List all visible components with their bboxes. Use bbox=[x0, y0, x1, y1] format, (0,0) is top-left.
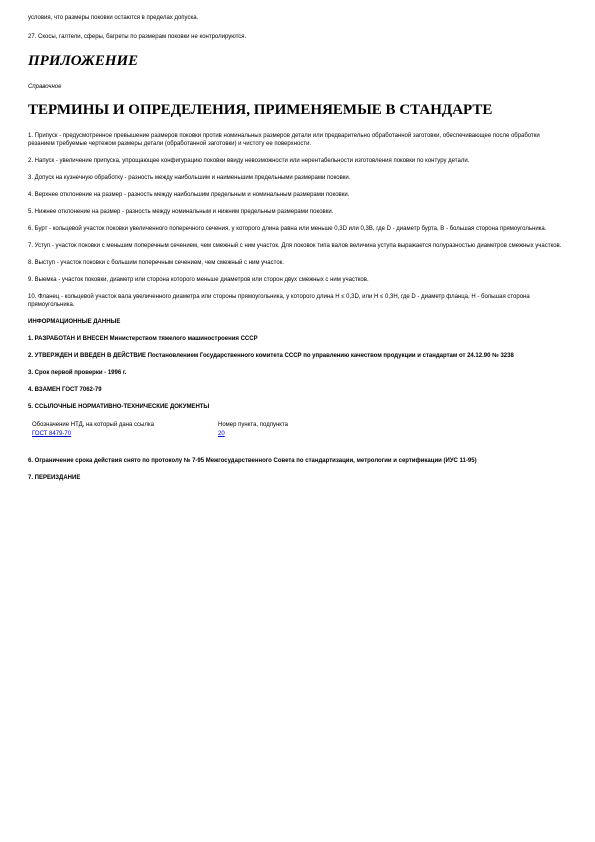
info-item: 3. Срок первой проверки - 1996 г. bbox=[28, 370, 127, 376]
term-item: 8. Выступ - участок поковки с большим поперечным сечением, чем смежный с ним участок. bbox=[28, 260, 284, 266]
table-header-row bbox=[32, 421, 288, 430]
info-item: 5. ССЫЛОЧНЫЕ НОРМАТИВНО-ТЕХНИЧЕСКИЕ ДОКУМЕНТЫ bbox=[28, 404, 210, 410]
appendix-title: ПРИЛОЖЕНИЕ bbox=[28, 53, 139, 69]
term-item: 6. Бурт - кольцевой участок поковки увеличенного поперечного сечения, у которого длина равна или меньше 0,3D или 0,3B, где D - диаметр бурта, B - большая сторона прямоугольника. bbox=[28, 226, 547, 232]
info-item: 6. Ограничение срока действия снято по протоколу № 7-95 Межгосударственного Совета по стандартизации, метрологии и сертификации (ИУС 11-95) bbox=[28, 458, 477, 464]
term-item: 10. Фланец - кольцевой участок вала увеличенного диаметра или стороны прямоугольника, у которого длина H ≤ 0,3D, или H ≤ 0,3H, где D - диаметр фланца, H - большая сторона прямоугольника. bbox=[28, 294, 530, 308]
term-item: 3. Допуск на кузнечную обработку - разность между наибольшим и наименьшим предельными размерами поковки. bbox=[28, 175, 351, 181]
info-item: 1. РАЗРАБОТАН И ВНЕСЕН Министерством тяжелого машиностроения СССР bbox=[28, 336, 258, 342]
term-item: 2. Напуск - увеличение припуска, упрощающее конфигурацию поковки ввиду невозможности или нерентабельности изготовления поковки по контуру детали. bbox=[28, 158, 470, 164]
table-header-cell: Обозначение НТД, на который дана ссылка bbox=[32, 422, 154, 428]
intro-line: условия, что размеры поковки остаются в пределах допуска. bbox=[28, 15, 199, 21]
info-heading: ИНФОРМАЦИОННЫЕ ДАННЫЕ bbox=[28, 319, 121, 325]
references-table bbox=[32, 421, 288, 439]
document-link[interactable]: ГОСТ 8479-70 bbox=[32, 431, 72, 437]
clause-link[interactable]: 20 bbox=[218, 431, 225, 437]
intro-line: 27. Скосы, галтели, сферы, багреты по размерам поковки не контролируются. bbox=[28, 34, 247, 40]
table-row bbox=[32, 430, 288, 439]
info-section bbox=[28, 318, 568, 482]
term-item: 5. Нижнее отклонение на размер - разность между номинальным и нижним предельным размерами поковки. bbox=[28, 209, 334, 215]
appendix-reference-label: Справочное bbox=[28, 84, 62, 90]
terms-heading: ТЕРМИНЫ И ОПРЕДЕЛЕНИЯ, ПРИМЕНЯЕМЫЕ В СТАНДАРТЕ bbox=[28, 102, 493, 118]
info-item: 4. ВЗАМЕН ГОСТ 7062-79 bbox=[28, 387, 102, 393]
document-page bbox=[28, 14, 568, 491]
info-item: 2. УТВЕРЖДЕН И ВВЕДЕН В ДЕЙСТВИЕ Постановлением Государственного комитета СССР по управлению качеством продукции и стандартам от 24.12.90 № 3238 bbox=[28, 353, 514, 359]
terms-list bbox=[28, 132, 568, 309]
info-item: 7. ПЕРЕИЗДАНИЕ bbox=[28, 475, 81, 481]
term-item: 7. Уступ - участок поковки с меньшим поперечным сечением, чем смежный с ним участок. Для поковок типа валов величина уступа выражается полуразностью диаметров смежных участков. bbox=[28, 243, 562, 249]
term-item: 1. Припуск - предусмотренное превышение размеров поковки против номинальных размеров детали или предварительно обработанной заготовки, обеспечивающее после обработки резанием требуемые чертежом размеры детали (обработанной заготовки) и чистоту ее поверхности. bbox=[28, 133, 540, 147]
term-item: 9. Выемка - участок поковки, диаметр или сторона которого меньше диаметров или сторон двух смежных с ним участков. bbox=[28, 277, 369, 283]
term-item: 4. Верхнее отклонение на размер - разность между наибольшим предельным и номинальным размерами поковки. bbox=[28, 192, 350, 198]
table-header-cell: Номер пункта, подпункта bbox=[218, 422, 288, 428]
